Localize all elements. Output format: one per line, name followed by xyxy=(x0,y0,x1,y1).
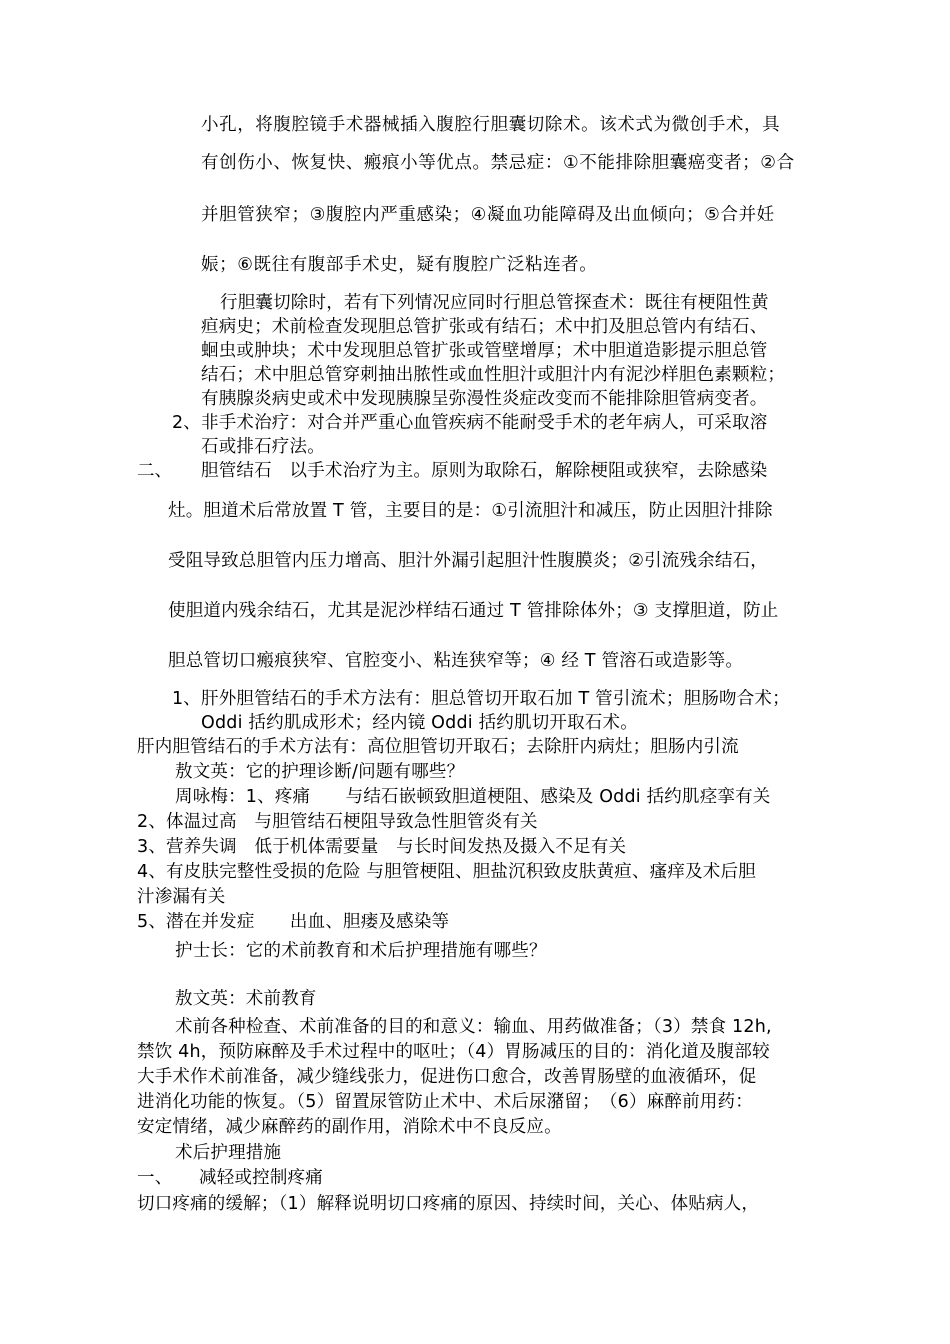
text-line: 切口疼痛的缓解；（1）解释说明切口疼痛的原因、持续时间，关心、体贴病人， xyxy=(137,1194,760,1214)
text-line: 非手术治疗：对合并严重心血管疾病不能耐受手术的老年病人，可采取溶 xyxy=(201,413,768,433)
text-line: 小孔，将腹腔镜手术器械插入腹腔行胆囊切除术。该术式为微创手术，具 xyxy=(201,115,781,135)
text-line: 进消化功能的恢复。（5）留置尿管防止术中、术后尿潴留； （6）麻醉前用药： xyxy=(137,1092,753,1112)
text-line: 娠；⑥既往有腹部手术史，疑有腹腔广泛粘连者。 xyxy=(201,255,598,275)
text-line: 护士长：它的术前教育和术后护理措施有哪些？ xyxy=(175,941,547,961)
text-line: 胆管结石 以手术治疗为主。原则为取除石，解除梗阻或狭窄，去除感染 xyxy=(201,461,768,481)
text-line: 汁渗漏有关 xyxy=(137,887,226,907)
text-line: 结石；术中胆总管穿刺抽出脓性或血性胆汁或胆汁内有泥沙样胆色素颗粒； xyxy=(201,365,786,385)
text-line: 使胆道内残余结石，尤其是泥沙样结石通过 T 管排除体外；③ 支撑胆道，防止 xyxy=(168,601,779,621)
text-line: 肝内胆管结石的手术方法有：高位胆管切开取石；去除肝内病灶；胆肠内引流 xyxy=(137,737,739,757)
text-line: 有创伤小、恢复快、瘢痕小等优点。禁忌症：①不能排除胆囊癌变者；②合 xyxy=(201,153,795,173)
text-line: Oddi 括约肌成形术；经内镜 Oddi 括约肌切开取石术。 xyxy=(201,713,638,733)
text-line: 胆总管切口瘢痕狭窄、官腔变小、粘连狭窄等；④ 经 T 管溶石或造影等。 xyxy=(168,651,744,671)
section-number: 二、 xyxy=(137,461,172,481)
text-line: 蛔虫或肿块；术中发现胆总管扩张或管壁增厚；术中胆道造影提示胆总管 xyxy=(201,341,768,361)
text-line: 有胰腺炎病史或术中发现胰腺呈弥漫性炎症改变而不能排除胆管病变者。 xyxy=(201,389,768,409)
text-line: 疸病史；术前检查发现胆总管扩张或有结石；术中扪及胆总管内有结石、 xyxy=(201,317,768,337)
text-line: 术前各种检查、术前准备的目的和意义：输血、用药做准备；（3）禁食 12h, xyxy=(175,1017,772,1037)
text-line: 受阻导致总胆管内压力增高、胆汁外漏引起胆汁性腹膜炎；②引流残余结石， xyxy=(168,551,768,571)
text-line: 肝外胆管结石的手术方法有：胆总管切开取石加 T 管引流术；胆肠吻合术； xyxy=(201,689,790,709)
text-line: 安定情绪，减少麻醉药的副作用，消除术中不良反应。 xyxy=(137,1117,562,1137)
text-line: 术后护理措施 xyxy=(175,1143,282,1163)
text-line: 行胆囊切除时，若有下列情况应同时行胆总管探查术：既往有梗阻性黄 xyxy=(220,293,769,313)
text-line: 石或排石疗法。 xyxy=(201,437,325,457)
list-number: 2、 xyxy=(172,413,201,433)
text-line: 并胆管狭窄；③腹腔内严重感染；④凝血功能障碍及出血倾向；⑤合并妊 xyxy=(201,205,775,225)
text-line: 周咏梅：1、疼痛 与结石嵌顿致胆道梗阻、感染及 Oddi 括约肌痉挛有关 xyxy=(175,787,771,807)
text-line: 敖文英：术前教育 xyxy=(175,989,317,1009)
text-line: 一、 减轻或控制疼痛 xyxy=(137,1168,323,1188)
text-line: 2、体温过高 与胆管结石梗阻导致急性胆管炎有关 xyxy=(137,812,538,832)
text-line: 大手术作术前准备，减少缝线张力，促进伤口愈合，改善胃肠壁的血液循环，促 xyxy=(137,1067,757,1087)
text-line: 敖文英：它的护理诊断/问题有哪些？ xyxy=(175,762,465,782)
text-line: 4、有皮肤完整性受损的危险 与胆管梗阻、胆盐沉积致皮肤黄疸、瘙痒及术后胆 xyxy=(137,862,756,882)
text-line: 灶。胆道术后常放置 T 管，主要目的是：①引流胆汁和减压，防止因胆汁排除 xyxy=(168,501,773,521)
text-line: 5、潜在并发症 出血、胆瘘及感染等 xyxy=(137,912,450,932)
text-line: 禁饮 4h，预防麻醉及手术过程中的呕吐；（4）胃肠减压的目的：消化道及腹部较 xyxy=(137,1042,770,1062)
list-number: 1、 xyxy=(172,689,201,709)
text-line: 3、营养失调 低于机体需要量 与长时间发热及摄入不足有关 xyxy=(137,837,627,857)
